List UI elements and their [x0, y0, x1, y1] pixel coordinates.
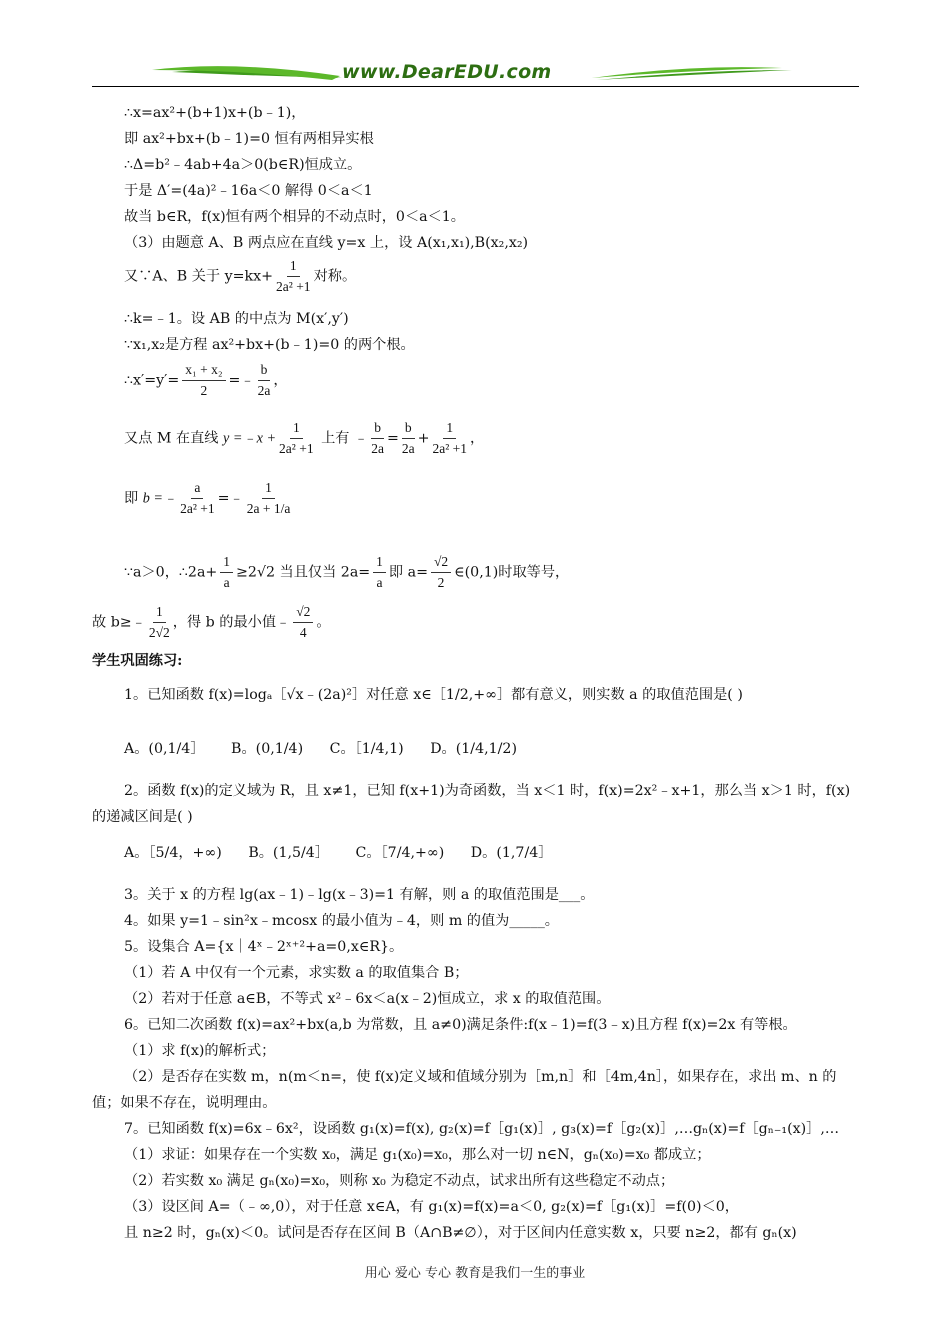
- section-heading: 学生巩固练习:: [92, 653, 183, 669]
- text-segment: 又∵A、B 关于 y=kx+: [124, 268, 274, 285]
- equation-line: ∴x′=y′= $\frac{\text{x₁ + x₂}}{2}$ =﹣ $\frac{b}{2a}$ ，: [124, 362, 288, 398]
- header-rule: [92, 86, 859, 87]
- fraction: $\frac{a}{\text{2a² +1}}$: [180, 480, 215, 516]
- text-segment: ，得 b 的最小值﹣: [172, 614, 291, 631]
- site-logo[interactable]: www.DearEDU.com: [342, 61, 552, 83]
- question-5-part2: （2）若对于任意 a∈B，不等式 x²﹣6x＜a(x﹣2)恒成立，求 x 的取值范围。: [124, 991, 611, 1007]
- fraction: $\frac{1}{\text{2a² +1}}$: [279, 420, 314, 456]
- text-segment: 故 b≥﹣: [92, 614, 146, 631]
- option-d: D。(1,7/4］: [470, 845, 553, 861]
- text-line: 即 ax²+bx+(b﹣1)=0 恒有两相异实根: [124, 131, 374, 147]
- text-line: ∴k=﹣1。设 AB 的中点为 M(x′,y′): [124, 311, 349, 327]
- question-7-cont: 且 n≥2 时，gₙ(x)＜0。试问是否存在区间 B（A∩B≠∅），对于区间内任意实数 x，只要 n≥2，都有 gₙ(x): [124, 1225, 797, 1241]
- question-7-part2: （2）若实数 x₀ 满足 gₙ(x₀)=x₀，则称 x₀ 为稳定不动点，试求出所有这些稳定不动点；: [124, 1173, 675, 1189]
- fraction: $\frac{1}{a}$: [220, 554, 233, 591]
- question-6-cont: 值；如果不存在，说明理由。: [92, 1095, 277, 1111]
- question-7: 7。已知函数 f(x)=6x﹣6x²，设函数 g₁(x)=f(x), g₂(x)=f［g₁(x)］, g₃(x)=f［g₂(x)］,…gₙ(x)=f［gₙ₋₁(x)］,…: [124, 1121, 840, 1137]
- fraction: $\frac{b}{2a}$: [257, 362, 271, 398]
- text-segment: 又点 M 在直线: [124, 430, 219, 447]
- question-5-part1: （1）若 A 中仅有一个元素，求实数 a 的取值集合 B；: [124, 965, 469, 981]
- question-4: 4。如果 y=1﹣sin²x﹣mcosx 的最小值为﹣4，则 m 的值为_____。: [124, 913, 559, 929]
- question-6-part1: （1）求 f(x)的解析式；: [124, 1043, 276, 1059]
- fraction: $\frac{1}{\text{2a² +1}}$: [276, 258, 311, 294]
- text-segment: 即 a=: [388, 564, 428, 581]
- fraction: $\frac{1}{2a + 1/a}$: [246, 480, 291, 516]
- option-d: D。(1/4,1/2): [430, 741, 517, 757]
- question-7-part1: （1）求证：如果存在一个实数 x₀，满足 g₁(x₀)=x₀，那么对一切 n∈N，gₙ(x₀)=x₀ 都成立；: [124, 1147, 711, 1163]
- equation-line: 故 b≥﹣ $\frac{1}{2√2}$ ，得 b 的最小值﹣ $\frac{√2}{4}$ 。: [92, 604, 331, 640]
- option-b: B。(0,1/4): [231, 741, 304, 757]
- equation-line: 又点 M 在直线 y =﹣x + $\frac{1}{\text{2a² +1}}$ 上有 ﹣ $\frac{b}{2a}$ = $\frac{b}{2a}$ + $\frac{1}{\text{2a² +1}}$ ，: [124, 420, 485, 456]
- text-line: ∴Δ=b²﹣4ab+4a＞0(b∈R)恒成立。: [124, 157, 362, 173]
- equation-line: [124, 258, 356, 295]
- question-2-cont: 的递减区间是( ): [92, 809, 193, 825]
- text-segment: ∈(0,1)时取等号，: [454, 564, 570, 581]
- text-segment: ≥2√2 当且仅当 2a=: [236, 564, 371, 581]
- text-line: ∵x₁,x₂是方程 ax²+bx+(b﹣1)=0 的两个根。: [124, 337, 415, 353]
- equation-line: 即 b =﹣ $\frac{a}{\text{2a² +1}}$ =﹣ $\frac{1}{2a + 1/a}$: [124, 480, 291, 516]
- text-line: ∴x=ax²+(b+1)x+(b﹣1)，: [124, 105, 306, 121]
- page-footer: 用心 爱心 专心 教育是我们一生的事业: [364, 1266, 586, 1281]
- text-segment: 对称。: [313, 268, 357, 285]
- option-c: C。［7/4,+∞): [355, 845, 445, 861]
- fraction: $\frac{\text{x₁ + x₂}}{2}$: [182, 362, 225, 399]
- fraction: $\frac{1}{\text{2a² +1}}$: [432, 420, 468, 456]
- page-header: [92, 58, 859, 90]
- question-6-part2: （2）是否存在实数 m，n(m＜n=，使 f(x)定义域和值域分别为［m,n］和［4m,4n］，如果存在，求出 m、n 的: [124, 1069, 837, 1085]
- question-1: 1。已知函数 f(x)=logₐ［√x﹣(2a)²］对任意 x∈［1/2,+∞］都有意义，则实数 a 的取值范围是( ): [124, 687, 743, 703]
- text-segment: ∴x′=y′=: [124, 372, 180, 389]
- text-line: 于是 Δ′=(4a)²﹣16a＜0 解得 0＜a＜1: [124, 183, 373, 199]
- fraction: $\frac{√2}{4}$: [293, 604, 313, 641]
- text-segment: 即: [124, 490, 139, 507]
- equation-line: [124, 554, 569, 591]
- text-line: 故当 b∈R，f(x)恒有两个相异的不动点时，0＜a＜1。: [124, 209, 465, 225]
- fraction: $\frac{b}{2a}$: [371, 420, 384, 456]
- math-segment: b =﹣: [142, 490, 178, 507]
- text-segment: ∵a＞0，∴2a+: [124, 564, 218, 581]
- question-7-part3: （3）设区间 A=（﹣∞,0），对于任意 x∈A，有 g₁(x)=f(x)=a＜0, g₂(x)=f［g₁(x)］=f(0)＜0，: [124, 1199, 739, 1215]
- fraction: $\frac{b}{2a}$: [401, 420, 415, 456]
- option-c: C。［1/4,1): [329, 741, 404, 757]
- fraction: $\frac{1}{2√2}$: [148, 604, 170, 640]
- question-2: 2。函数 f(x)的定义域为 R，且 x≠1，已知 f(x+1)为奇函数，当 x＜1 时，f(x)=2x²﹣x+1，那么当 x＞1 时，f(x): [124, 783, 851, 799]
- question-5: 5。设集合 A={x｜4ˣ﹣2ˣ⁺²+a=0,x∈R}。: [124, 939, 404, 955]
- question-6: 6。已知二次函数 f(x)=ax²+bx(a,b 为常数，且 a≠0)满足条件:f(x﹣1)=f(3﹣x)且方程 f(x)=2x 有等根。: [124, 1017, 797, 1033]
- question-1-options: [124, 738, 539, 760]
- text-line: （3）由题意 A、B 两点应在直线 y=x 上，设 A(x₁,x₁),B(x₂,x₂): [124, 235, 529, 251]
- question-2-options: [124, 842, 574, 864]
- text-segment: 上有: [321, 430, 350, 447]
- fraction: $\frac{1}{a}$: [373, 554, 386, 591]
- option-a: A。［5/4，+∞): [124, 845, 222, 861]
- math-segment: y =﹣x +: [223, 430, 277, 447]
- option-b: B。(1,5/4］: [248, 845, 330, 861]
- fraction: $\frac{√2}{2}$: [431, 554, 451, 591]
- option-a: A。(0,1/4］: [124, 741, 205, 757]
- question-3: 3。关于 x 的方程 lg(ax﹣1)﹣lg(x﹣3)=1 有解，则 a 的取值范围是___。: [124, 887, 595, 903]
